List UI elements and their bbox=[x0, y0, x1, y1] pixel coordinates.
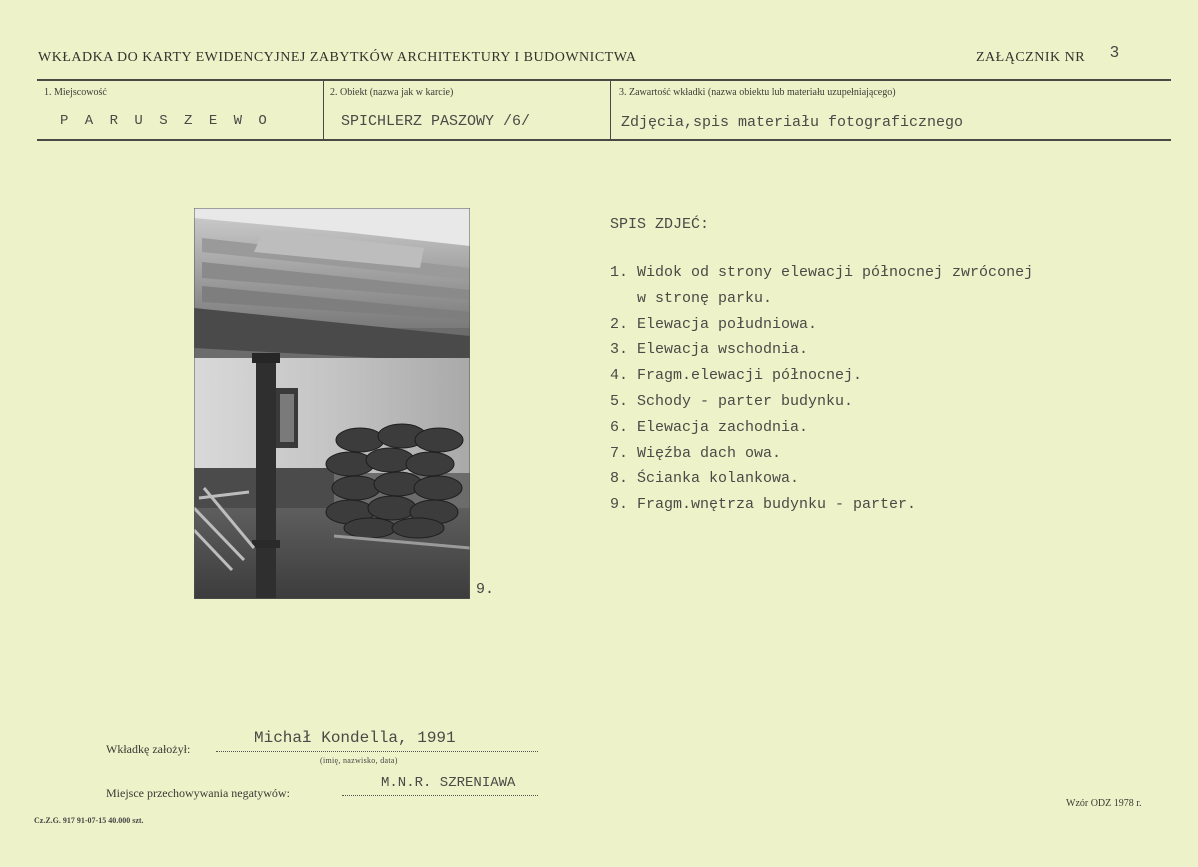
photo-list-title: SPIS ZDJEĆ: bbox=[610, 216, 710, 233]
field-locality-value: P A R U S Z E W O bbox=[60, 113, 271, 129]
field-divider-1 bbox=[323, 81, 324, 139]
list-item: 7. Więźba dach owa. bbox=[610, 444, 782, 462]
annex-number: 3 bbox=[1110, 44, 1119, 61]
field-contents-value: Zdjęcia,spis materiału fotograficznego bbox=[621, 114, 964, 131]
form-model: Wzór ODZ 1978 r. bbox=[1066, 798, 1142, 809]
list-item: 8. Ścianka kolankowa. bbox=[610, 470, 800, 488]
print-info: Cz.Z.G. 917 91-07-15 40.000 szt. bbox=[34, 816, 144, 825]
form-title: WKŁADKA DO KARTY EWIDENCYJNEJ ZABYTKÓW ARCHITEKTURY I BUDOWNICTWA bbox=[38, 50, 637, 65]
list-item: 2. Elewacja południowa. bbox=[610, 315, 818, 333]
storage-label: Miejsce przechowywania negatywów: bbox=[106, 786, 290, 800]
interior-photo bbox=[194, 208, 470, 599]
list-item: 4. Fragm.elewacji północnej. bbox=[610, 367, 863, 385]
founded-by-line bbox=[216, 751, 538, 752]
field-locality-label: 1. Miejscowość bbox=[44, 87, 107, 98]
header-bottom-rule bbox=[37, 139, 1171, 141]
header-top-rule bbox=[37, 79, 1171, 81]
photo-number: 9. bbox=[476, 581, 495, 598]
list-item: 5. Schody - parter budynku. bbox=[610, 392, 854, 410]
field-object-label: 2. Obiekt (nazwa jak w karcie) bbox=[330, 87, 454, 98]
list-item: w stronę parku. bbox=[610, 289, 773, 307]
storage-line bbox=[342, 795, 538, 796]
founded-by-label: Wkładkę założył: bbox=[106, 742, 191, 756]
field-contents-label: 3. Zawartość wkładki (nazwa obiektu lub materiału uzupełniającego) bbox=[619, 87, 896, 98]
list-item: 3. Elewacja wschodnia. bbox=[610, 341, 809, 359]
field-divider-2 bbox=[610, 81, 611, 139]
photo-list bbox=[610, 260, 1033, 518]
list-item: 9. Fragm.wnętrza budynku - parter. bbox=[610, 496, 917, 514]
field-object-value: SPICHLERZ PASZOWY /6/ bbox=[341, 113, 531, 130]
founded-by-caption: (imię, nazwisko, data) bbox=[320, 756, 398, 765]
list-item: 6. Elewacja zachodnia. bbox=[610, 418, 809, 436]
storage-value: M.N.R. SZRENIAWA bbox=[381, 775, 516, 791]
list-item: 1. Widok od strony elewacji północnej zwróconej bbox=[610, 264, 1034, 281]
founded-by-value: Michał Kondella, 1991 bbox=[254, 729, 456, 747]
annex-label: ZAŁĄCZNIK NR bbox=[976, 50, 1086, 65]
